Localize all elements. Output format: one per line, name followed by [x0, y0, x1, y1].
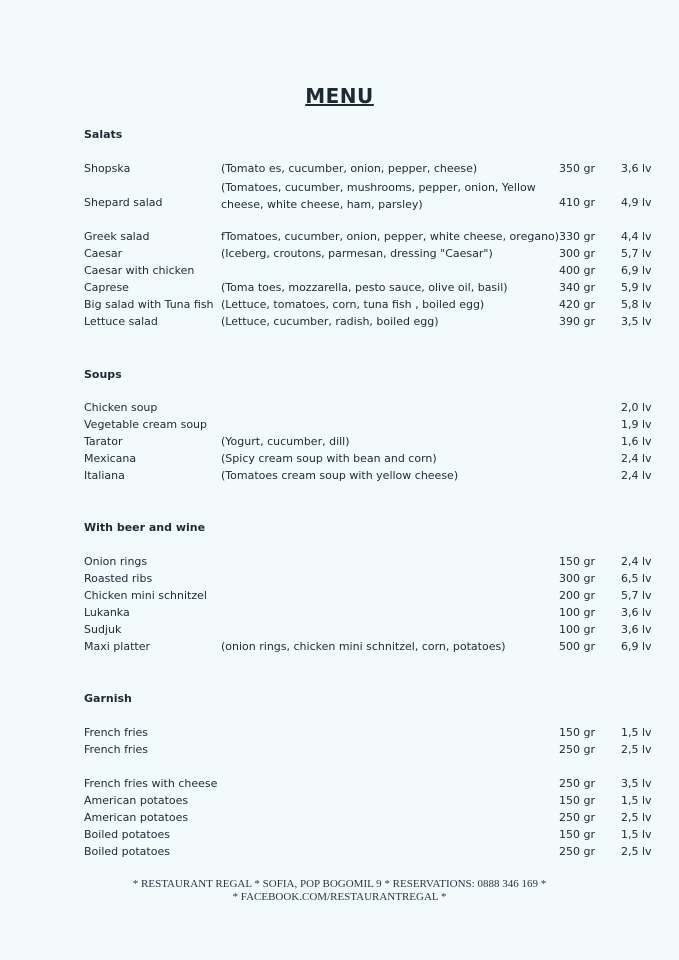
item-name: French fries with cheese	[84, 777, 218, 790]
item-weight: 100 gr	[559, 606, 595, 619]
item-weight: 340 gr	[559, 281, 595, 294]
item-name: Chicken mini schnitzel	[84, 589, 207, 602]
item-name: American potatoes	[84, 794, 189, 807]
menu-item	[0, 640, 679, 657]
item-price: 6,5 lv	[621, 572, 652, 585]
item-name: Maxi platter	[84, 640, 150, 653]
menu-item	[0, 743, 679, 760]
menu-item	[0, 828, 679, 845]
item-weight: 350 gr	[559, 162, 595, 175]
menu-item	[0, 469, 679, 486]
item-price: 1,9 lv	[621, 418, 652, 431]
item-price: 3,6 lv	[621, 623, 652, 636]
menu-item	[0, 264, 679, 281]
item-weight: 250 gr	[559, 811, 595, 824]
item-weight: 420 gr	[559, 298, 595, 311]
item-price: 3,6 lv	[621, 162, 652, 175]
item-price: 3,5 lv	[621, 777, 652, 790]
item-description: (Lettuce, cucumber, radish, boiled egg)	[221, 315, 439, 328]
menu-item	[0, 247, 679, 264]
menu-item	[0, 418, 679, 435]
item-weight: 150 gr	[559, 828, 595, 841]
item-weight: 200 gr	[559, 589, 595, 602]
item-weight: 150 gr	[559, 555, 595, 568]
item-name: Shepard salad	[84, 196, 163, 209]
item-weight: 500 gr	[559, 640, 595, 653]
item-weight: 300 gr	[559, 247, 595, 260]
item-price: 6,9 lv	[621, 264, 652, 277]
item-weight: 400 gr	[559, 264, 595, 277]
menu-item	[0, 230, 679, 247]
item-description: (Lettuce, tomatoes, corn, tuna fish , boiled egg)	[221, 298, 485, 311]
item-price: 2,0 lv	[621, 401, 652, 414]
footer-facebook-line: * FACEBOOK.COM/RESTAURANTREGAL *	[232, 891, 447, 903]
item-price: 1,6 lv	[621, 435, 652, 448]
item-weight: 390 gr	[559, 315, 595, 328]
item-price: 2,4 lv	[621, 555, 652, 568]
item-description: (Tomatoes, cucumber, mushrooms, pepper, onion, Yellow cheese, white cheese, ham, parsley)	[221, 181, 536, 211]
menu-item	[0, 845, 679, 862]
item-weight: 410 gr	[559, 196, 595, 209]
menu-item	[0, 811, 679, 828]
item-name: Roasted ribs	[84, 572, 153, 585]
menu-item	[0, 179, 679, 213]
item-name: Lukanka	[84, 606, 130, 619]
section-heading-soups: Soups	[84, 368, 122, 381]
item-price: 1,5 lv	[621, 828, 652, 841]
item-price: 3,5 lv	[621, 315, 652, 328]
item-description: (Iceberg, croutons, parmesan, dressing "Caesar")	[221, 247, 493, 260]
item-description: (Tomato es, cucumber, onion, pepper, cheese)	[221, 162, 478, 175]
item-name: Caesar	[84, 247, 123, 260]
menu-item	[0, 572, 679, 589]
menu-item	[0, 315, 679, 332]
item-description: (onion rings, chicken mini schnitzel, corn, potatoes)	[221, 640, 506, 653]
item-name: Italiana	[84, 469, 125, 482]
item-weight: 250 gr	[559, 777, 595, 790]
footer	[0, 878, 679, 904]
item-price: 5,7 lv	[621, 589, 652, 602]
menu-item	[0, 777, 679, 794]
item-name: Caprese	[84, 281, 129, 294]
item-weight: 150 gr	[559, 794, 595, 807]
item-price: 2,5 lv	[621, 845, 652, 858]
item-price: 5,8 lv	[621, 298, 652, 311]
item-name: Lettuce salad	[84, 315, 158, 328]
section-heading-salats: Salats	[84, 128, 123, 141]
menu-item	[0, 162, 679, 179]
item-description: (Spicy cream soup with bean and corn)	[221, 452, 437, 465]
item-name: Onion rings	[84, 555, 148, 568]
menu-item	[0, 589, 679, 606]
item-price: 2,5 lv	[621, 811, 652, 824]
item-price: 1,5 lv	[621, 794, 652, 807]
item-price: 5,9 lv	[621, 281, 652, 294]
item-price: 2,4 lv	[621, 469, 652, 482]
item-name: Vegetable cream soup	[84, 418, 208, 431]
item-name: French fries	[84, 743, 149, 756]
item-price: 2,4 lv	[621, 452, 652, 465]
section-heading-garnish: Garnish	[84, 692, 132, 705]
item-weight: 300 gr	[559, 572, 595, 585]
item-name: Tarator	[84, 435, 123, 448]
item-weight: 250 gr	[559, 845, 595, 858]
item-weight: 250 gr	[559, 743, 595, 756]
menu-item	[0, 606, 679, 623]
item-name: Sudjuk	[84, 623, 122, 636]
section-heading-beer-wine: With beer and wine	[84, 521, 206, 534]
item-price: 2,5 lv	[621, 743, 652, 756]
item-name: American potatoes	[84, 811, 189, 824]
item-name: Shopska	[84, 162, 131, 175]
menu-item	[0, 452, 679, 469]
menu-title: MENU	[305, 84, 374, 108]
item-price: 5,7 lv	[621, 247, 652, 260]
item-weight: 100 gr	[559, 623, 595, 636]
menu-item	[0, 281, 679, 298]
menu-item	[0, 726, 679, 743]
item-price: 1,5 lv	[621, 726, 652, 739]
item-description: (Yogurt, cucumber, dill)	[221, 435, 350, 448]
item-name: Mexicana	[84, 452, 137, 465]
item-price: 6,9 lv	[621, 640, 652, 653]
item-description: (Tomatoes cream soup with yellow cheese)	[221, 469, 459, 482]
item-description: (Toma toes, mozzarella, pesto sauce, olive oil, basil)	[221, 281, 508, 294]
item-price: 3,6 lv	[621, 606, 652, 619]
item-weight: 150 gr	[559, 726, 595, 739]
item-name: Greek salad	[84, 230, 150, 243]
menu-item	[0, 435, 679, 452]
item-weight: 330 gr	[559, 230, 595, 243]
item-price: 4,9 lv	[621, 196, 652, 209]
item-name: Caesar with chicken	[84, 264, 195, 277]
menu-item	[0, 401, 679, 418]
item-description: fTomatoes, cucumber, onion, pepper, white cheese, oregano)	[221, 230, 560, 243]
menu-item	[0, 298, 679, 315]
item-name: French fries	[84, 726, 149, 739]
menu-item	[0, 623, 679, 640]
item-name: Boiled potatoes	[84, 828, 170, 841]
item-name: Big salad with Tuna fish	[84, 298, 214, 311]
menu-item	[0, 555, 679, 572]
menu-item	[0, 794, 679, 811]
item-name: Chicken soup	[84, 401, 158, 414]
item-name: Boiled potatoes	[84, 845, 170, 858]
item-price: 4,4 lv	[621, 230, 652, 243]
footer-address-line: * RESTAURANT REGAL * SOFIA, POP BOGOMIL 9 * RESERVATIONS: 0888 346 169 *	[132, 878, 547, 890]
